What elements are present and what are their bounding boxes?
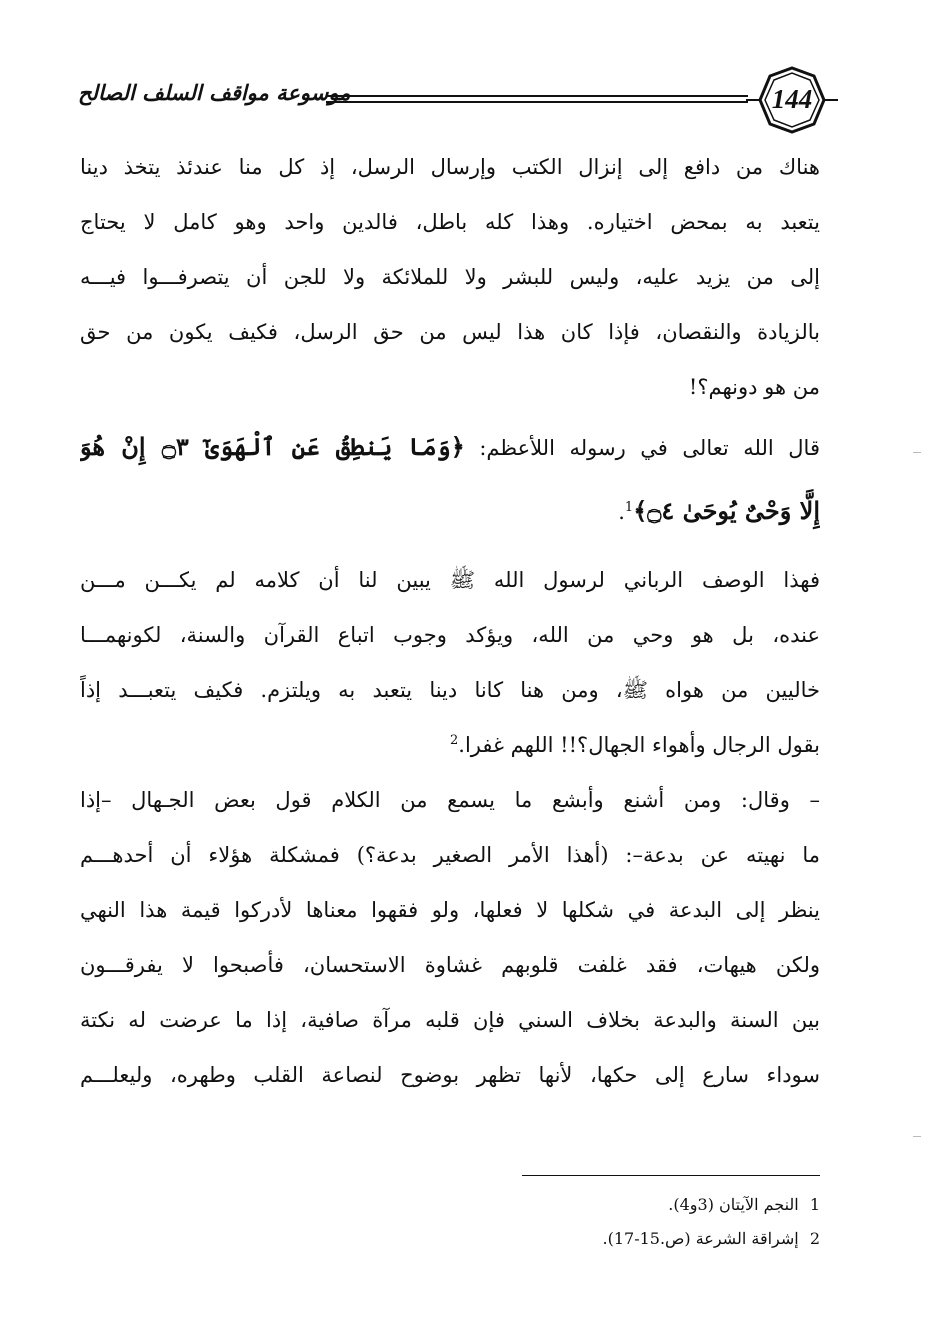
quran-quote-line: إِلَّا وَحْىٌ يُوحَىٰ ۝٤﴾$^1$. bbox=[618, 496, 820, 525]
text-line: بالزيادة والنقصان، فإذا كان هذا ليس من حق الرسل، فكيف يكون من حق bbox=[80, 320, 820, 344]
quran-verse: ﴿وَمَا يَنطِقُ عَنِ ٱلْهَوَىٰٓ ۝٣ إِنْ هُوَ bbox=[80, 432, 465, 461]
text-line: بين السنة والبدعة بخلاف السني فإن قلبه مرآة صافية، إذا ما عرضت له نكتة bbox=[80, 1008, 820, 1032]
text-fragment: بقول الرجال وأهواء الجهال؟!! اللهم غفرا. bbox=[458, 733, 820, 757]
footnotes bbox=[400, 1188, 820, 1256]
text-line: يتعبد به بمحض اختياره. وهذا كله باطل، فالدين واحد وهو كامل لا يحتاج bbox=[80, 210, 820, 234]
text-line: عنده، بل هو وحي من الله، ويؤكد وجوب اتباع القرآن والسنة، لكونهمـــا bbox=[80, 623, 820, 647]
text-line: ما نهيته عن بدعة–: (أهذا الأمر الصغير بدعة؟) فمشكلة هؤلاء أن أحدهـــم bbox=[80, 843, 820, 867]
text-line: إلى من يزيد عليه، وليس للبشر ولا للملائكة ولا للجن أن يتصرفـــوا فيـــه bbox=[80, 265, 820, 289]
footnote-text: إشراقة الشرعة (ص.15-17). bbox=[602, 1229, 799, 1248]
header-rule bbox=[326, 95, 748, 104]
series-title: موسوعة مواقف السلف الصالح bbox=[78, 80, 351, 105]
footnote-number: 1 bbox=[809, 1195, 820, 1214]
text-line: من هو دونهم؟! bbox=[688, 375, 820, 399]
footnote-ref[interactable]: 2 bbox=[450, 733, 459, 748]
quran-verse: إِلَّا وَحْىٌ يُوحَىٰ ۝٤﴾ bbox=[633, 496, 820, 525]
footnote-separator bbox=[522, 1175, 820, 1176]
text-line: – وقال: ومن أشنع وأبشع ما يسمع من الكلام قول بعض الجـهال –إذا bbox=[80, 788, 820, 812]
text-line: ينظر إلى البدعة في شكلها لا فعلها، ولو فقهوا معناها لأدركوا قيمة هذا النهي bbox=[80, 898, 820, 922]
footnote-item bbox=[400, 1188, 820, 1222]
page-number: 144 bbox=[771, 84, 813, 114]
text-line bbox=[80, 718, 820, 773]
text-line: هناك من دافع إلى إنزال الكتب وإرسال الرسل، إذ كل منا عندئذ يتخذ دينا bbox=[80, 155, 820, 179]
text-line: فهذا الوصف الرباني لرسول الله ﷺ يبين لنا أن كلامه لم يكـــن مـــن bbox=[80, 568, 820, 592]
margin-mark bbox=[913, 452, 921, 453]
page-header bbox=[78, 66, 838, 134]
footnote-ref[interactable]: 1 bbox=[624, 500, 634, 515]
footnote-number: 2 bbox=[809, 1229, 820, 1248]
page-number-badge bbox=[746, 66, 838, 134]
footnote-text: النجم الآيتان (3و4). bbox=[668, 1195, 799, 1214]
footnote-item bbox=[400, 1222, 820, 1256]
text-line: ولكن هيهات، فقد غلفت قلوبهم غشاوة الاستحسان، فأصبحوا لا يفرقـــون bbox=[80, 953, 820, 977]
margin-mark bbox=[913, 1136, 921, 1137]
text-line: خاليين من هواه ﷺ، ومن هنا كانا دينا يتعبد به ويلتزم. فكيف يتعبـــد إذاً bbox=[80, 678, 820, 702]
quran-quote-line bbox=[80, 415, 820, 479]
text-line: سوداء سارع إلى حكها، لأنها تظهر بوضوح لنصاعة القلب وطهره، وليعلـــم bbox=[80, 1063, 820, 1087]
main-text bbox=[80, 140, 820, 1103]
quote-intro: قال الله تعالى في رسوله اللأعظم: bbox=[479, 436, 820, 460]
